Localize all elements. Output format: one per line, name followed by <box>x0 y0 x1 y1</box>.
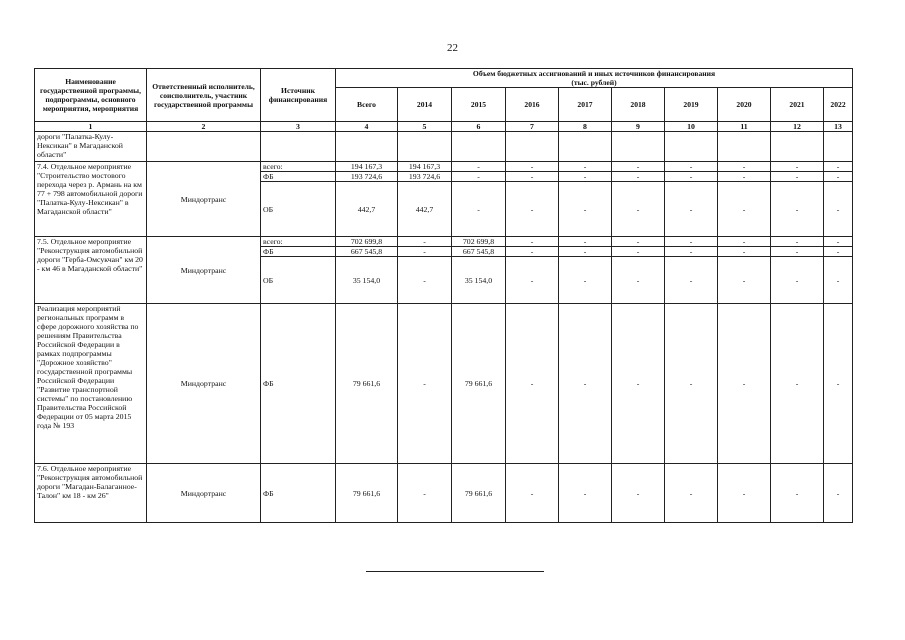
cell-value: - <box>665 304 718 464</box>
cell-value: 442,7 <box>398 182 452 237</box>
cell-value: - <box>398 247 452 257</box>
column-number: 8 <box>559 122 612 132</box>
cell-value: - <box>398 464 452 523</box>
cell-value: - <box>506 182 559 237</box>
cell-value: - <box>665 172 718 182</box>
cell-value: - <box>665 237 718 247</box>
cell-value: - <box>506 257 559 304</box>
cell-value: - <box>665 464 718 523</box>
cell-value: - <box>824 172 853 182</box>
cell-value: - <box>824 182 853 237</box>
cell-value: - <box>452 182 506 237</box>
column-number: 12 <box>771 122 824 132</box>
row-name: 7.6. Отдельное мероприятие "Реконструкция автомобильной дороги "Магадан-Балаганное-Талон" км 18 - км 26" <box>35 464 147 523</box>
cell-value: - <box>612 162 665 172</box>
column-number: 1 <box>35 122 147 132</box>
row-source: ФБ <box>261 464 336 523</box>
cell-value: 79 661,6 <box>336 304 398 464</box>
cell-value: - <box>824 247 853 257</box>
cell-value: 79 661,6 <box>336 464 398 523</box>
row-source: всего: <box>261 162 336 172</box>
header-year: 2018 <box>612 88 665 122</box>
cell-value: - <box>771 237 824 247</box>
cell-value: 442,7 <box>336 182 398 237</box>
cell-value: 667 545,8 <box>336 247 398 257</box>
cell-value: - <box>665 247 718 257</box>
page-number: 22 <box>447 42 458 54</box>
cell-value: - <box>612 237 665 247</box>
row-source: ФБ <box>261 172 336 182</box>
cell-value: - <box>559 464 612 523</box>
cell-value: 35 154,0 <box>336 257 398 304</box>
table-row <box>35 237 853 247</box>
column-number: 7 <box>506 122 559 132</box>
header-year: 2017 <box>559 88 612 122</box>
cell-value: - <box>824 257 853 304</box>
financing-table <box>34 68 853 523</box>
cell-value: 193 724,6 <box>336 172 398 182</box>
row-source: ОБ <box>261 182 336 237</box>
cell-value: 194 167,3 <box>336 162 398 172</box>
cell-value: 193 724,6 <box>398 172 452 182</box>
cell-value: 702 699,8 <box>336 237 398 247</box>
cell-value: - <box>771 464 824 523</box>
cell-value: - <box>824 162 853 172</box>
header-volume <box>336 69 853 88</box>
footnote-divider <box>366 571 544 572</box>
column-number: 13 <box>824 122 853 132</box>
column-number: 6 <box>452 122 506 132</box>
cell-value: - <box>665 182 718 237</box>
row-name: 7.5. Отдельное мероприятие "Реконструкция автомобильной дороги "Герба-Омсукчан" км 20 - км 46 в Магаданской области" <box>35 237 147 304</box>
cell-value: - <box>771 257 824 304</box>
cell-value: - <box>506 247 559 257</box>
cell-value: - <box>612 247 665 257</box>
cell-value: - <box>452 162 506 172</box>
cell-value: - <box>824 237 853 247</box>
cell-value: - <box>612 172 665 182</box>
cell-value: - <box>559 257 612 304</box>
cell-value: - <box>665 257 718 304</box>
cell-value: - <box>771 172 824 182</box>
cell-value: - <box>612 464 665 523</box>
cell-value: - <box>398 304 452 464</box>
cell-value: 667 545,8 <box>452 247 506 257</box>
cell-value: - <box>559 182 612 237</box>
cell-value: - <box>559 247 612 257</box>
cell-value: - <box>771 162 824 172</box>
cell-value: - <box>612 304 665 464</box>
header-responsible: Ответственный исполнитель, соисполнитель, участник государственной программы <box>147 69 261 122</box>
cell-value: - <box>506 237 559 247</box>
cell-value: - <box>718 162 771 172</box>
cell-value: - <box>398 257 452 304</box>
cell-value: 79 661,6 <box>452 464 506 523</box>
header-year: 2014 <box>398 88 452 122</box>
cell-value: - <box>506 162 559 172</box>
header-year: Всего <box>336 88 398 122</box>
cell-value: - <box>506 304 559 464</box>
cell-value: - <box>771 247 824 257</box>
cell-value: - <box>398 237 452 247</box>
cell-value: - <box>718 304 771 464</box>
cell-value: - <box>718 257 771 304</box>
header-row-top <box>35 69 853 88</box>
cell-value: - <box>718 172 771 182</box>
cell-value: 35 154,0 <box>452 257 506 304</box>
column-number: 2 <box>147 122 261 132</box>
table-row <box>35 132 853 162</box>
column-number: 4 <box>336 122 398 132</box>
column-number-row <box>35 122 853 132</box>
cell-value: - <box>718 237 771 247</box>
cell-value: - <box>506 464 559 523</box>
row-name: Реализация мероприятий региональных программ в сфере дорожного хозяйства по решениям Правительства Российской Федерации в рамках подпрограммы "Дорожное хозяйство" государственной программы Российской Федерации "Развитие транспортной системы" по постановлению Правительства Российской Федерации от 05 марта 2015 года № 193 <box>35 304 147 464</box>
header-year: 2022 <box>824 88 853 122</box>
cell-value: - <box>771 182 824 237</box>
cell-value: - <box>559 304 612 464</box>
column-number: 11 <box>718 122 771 132</box>
cell-value: - <box>718 464 771 523</box>
table-row <box>35 162 853 172</box>
row-responsible: Миндортранс <box>147 162 261 237</box>
header-year: 2019 <box>665 88 718 122</box>
cell-value: 194 167,3 <box>398 162 452 172</box>
cell-value: - <box>771 304 824 464</box>
cell-value: - <box>612 182 665 237</box>
header-year: 2020 <box>718 88 771 122</box>
cell-value: - <box>824 464 853 523</box>
cell-value: 79 661,6 <box>452 304 506 464</box>
row-responsible: Миндортранс <box>147 464 261 523</box>
header-volume-unit: (тыс. рублей) <box>571 78 617 87</box>
header-source: Источник финансирования <box>261 69 336 122</box>
header-volume-title: Объем бюджетных ассигнований и иных источников финансирования <box>472 69 716 78</box>
header-year: 2016 <box>506 88 559 122</box>
row-responsible: Миндортранс <box>147 237 261 304</box>
row-responsible: Миндортранс <box>147 304 261 464</box>
cell-value: 702 699,8 <box>452 237 506 247</box>
cell-value: - <box>559 237 612 247</box>
cell-value: - <box>665 162 718 172</box>
row-name: 7.4. Отдельное мероприятие "Строительство мостового перехода через р. Армань на км 77 + 798 автомобильной дороги "Палатка-Кулу-Нексикан" в Магаданской области" <box>35 162 147 237</box>
row-source: всего: <box>261 237 336 247</box>
row-source: ОБ <box>261 257 336 304</box>
cell-value: - <box>559 172 612 182</box>
header-year: 2015 <box>452 88 506 122</box>
cell-value: - <box>559 162 612 172</box>
cell-value: - <box>718 182 771 237</box>
column-number: 3 <box>261 122 336 132</box>
cell-value: - <box>824 304 853 464</box>
column-number: 10 <box>665 122 718 132</box>
table-row <box>35 464 853 523</box>
cell-value: - <box>452 172 506 182</box>
table-row <box>35 304 853 464</box>
row-source: ФБ <box>261 247 336 257</box>
column-number: 5 <box>398 122 452 132</box>
cell-value: - <box>612 257 665 304</box>
header-year: 2021 <box>771 88 824 122</box>
cell-value: - <box>718 247 771 257</box>
row-source: ФБ <box>261 304 336 464</box>
row-name: дороги "Палатка-Кулу-Нексикан" в Магаданской области" <box>35 132 147 162</box>
header-name: Наименование государственной программы, подпрограммы, основного мероприятия, мероприятия <box>35 69 147 122</box>
column-number: 9 <box>612 122 665 132</box>
cell-value: - <box>506 172 559 182</box>
